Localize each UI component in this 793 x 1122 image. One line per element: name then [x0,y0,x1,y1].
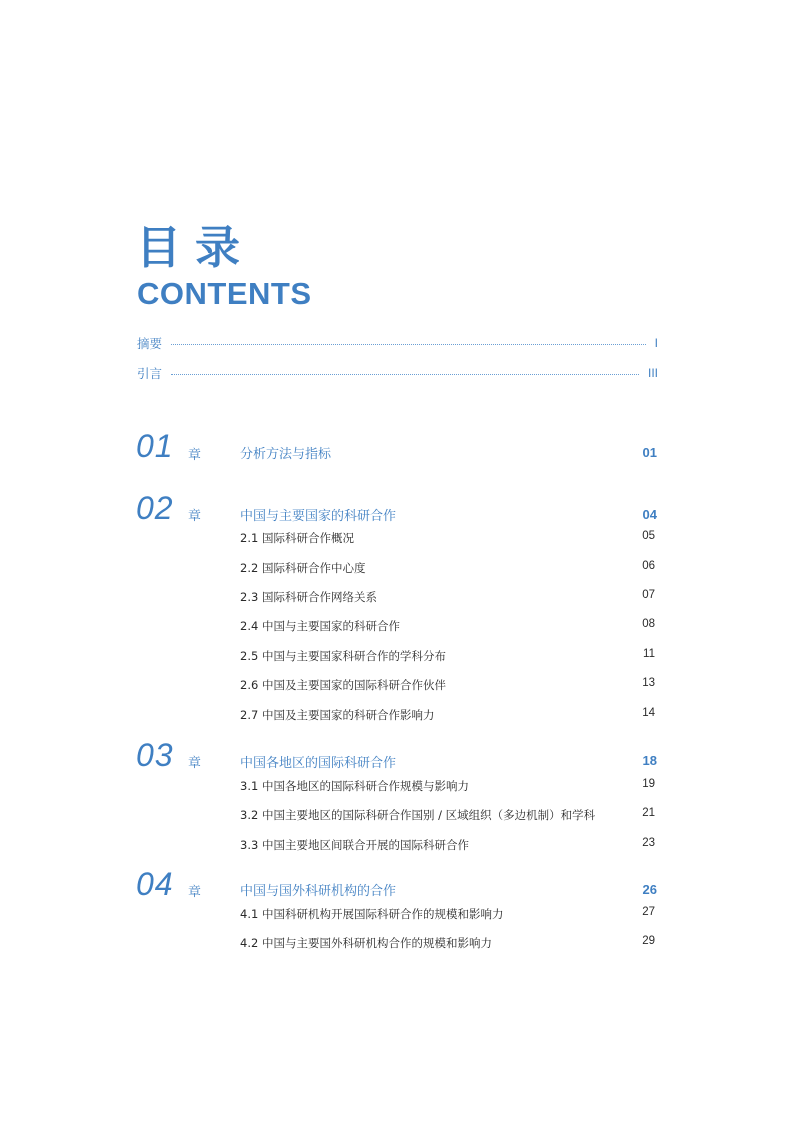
chapter-marker: 章 [188,509,202,524]
section-page: 27 [642,906,655,918]
section-entry[interactable]: 2.3 国际科研合作网络关系 [240,590,377,604]
section-page: 21 [642,807,655,819]
section-page: 06 [642,560,655,572]
chapter-number: 01 [136,428,174,464]
section-entry[interactable]: 2.7 中国及主要国家的科研合作影响力 [240,708,435,722]
section-page: 11 [643,648,655,660]
section-page: 07 [642,589,655,601]
chapter-page: 04 [642,507,657,522]
section-entry[interactable]: 2.1 国际科研合作概况 [240,531,354,545]
toc-entry-page: III [647,366,658,380]
toc-entry-abstract[interactable] [137,334,658,352]
dotted-leader [171,374,639,375]
section-page: 13 [642,677,655,689]
chapter-number: 03 [136,737,174,773]
chapter-title[interactable]: 中国与主要国家的科研合作 [240,509,397,524]
section-page: 23 [642,837,655,849]
section-entry[interactable]: 3.3 中国主要地区间联合开展的国际科研合作 [240,838,469,852]
chapter-title[interactable]: 分析方法与指标 [240,447,332,462]
section-entry[interactable]: 2.5 中国与主要国家科研合作的学科分布 [240,649,446,663]
section-entry[interactable]: 4.2 中国与主要国外科研机构合作的规模和影响力 [240,936,492,950]
chapter-marker: 章 [188,756,202,771]
chapter-page: 26 [642,882,657,897]
page-title-chinese: 目录 [136,221,255,274]
dotted-leader [171,344,646,345]
toc-entry-label: 摘要 [137,336,163,351]
section-entry[interactable]: 2.2 国际科研合作中心度 [240,561,366,575]
section-entry[interactable]: 4.1 中国科研机构开展国际科研合作的规模和影响力 [240,907,504,921]
chapter-marker: 章 [188,448,202,463]
toc-entry-page: I [654,336,658,350]
toc-entry-introduction[interactable] [137,364,658,382]
chapter-title[interactable]: 中国与国外科研机构的合作 [240,884,397,899]
section-page: 08 [642,618,655,630]
chapter-page: 01 [642,445,657,460]
section-page: 14 [642,707,655,719]
section-entry[interactable]: 2.6 中国及主要国家的国际科研合作伙伴 [240,678,446,692]
toc-entry-label: 引言 [137,366,163,381]
section-page: 29 [642,935,655,947]
section-entry[interactable]: 2.4 中国与主要国家的科研合作 [240,619,400,633]
section-entry[interactable]: 3.2 中国主要地区的国际科研合作国别 / 区域组织（多边机制）和学科 [240,808,596,822]
chapter-number: 02 [136,490,174,526]
section-page: 19 [642,778,655,790]
section-page: 05 [642,530,655,542]
section-entry[interactable]: 3.1 中国各地区的国际科研合作规模与影响力 [240,779,469,793]
page-title-english: CONTENTS [137,276,312,311]
chapter-number: 04 [136,866,174,902]
chapter-marker: 章 [188,885,202,900]
chapter-title[interactable]: 中国各地区的国际科研合作 [240,756,397,771]
chapter-page: 18 [642,753,657,768]
